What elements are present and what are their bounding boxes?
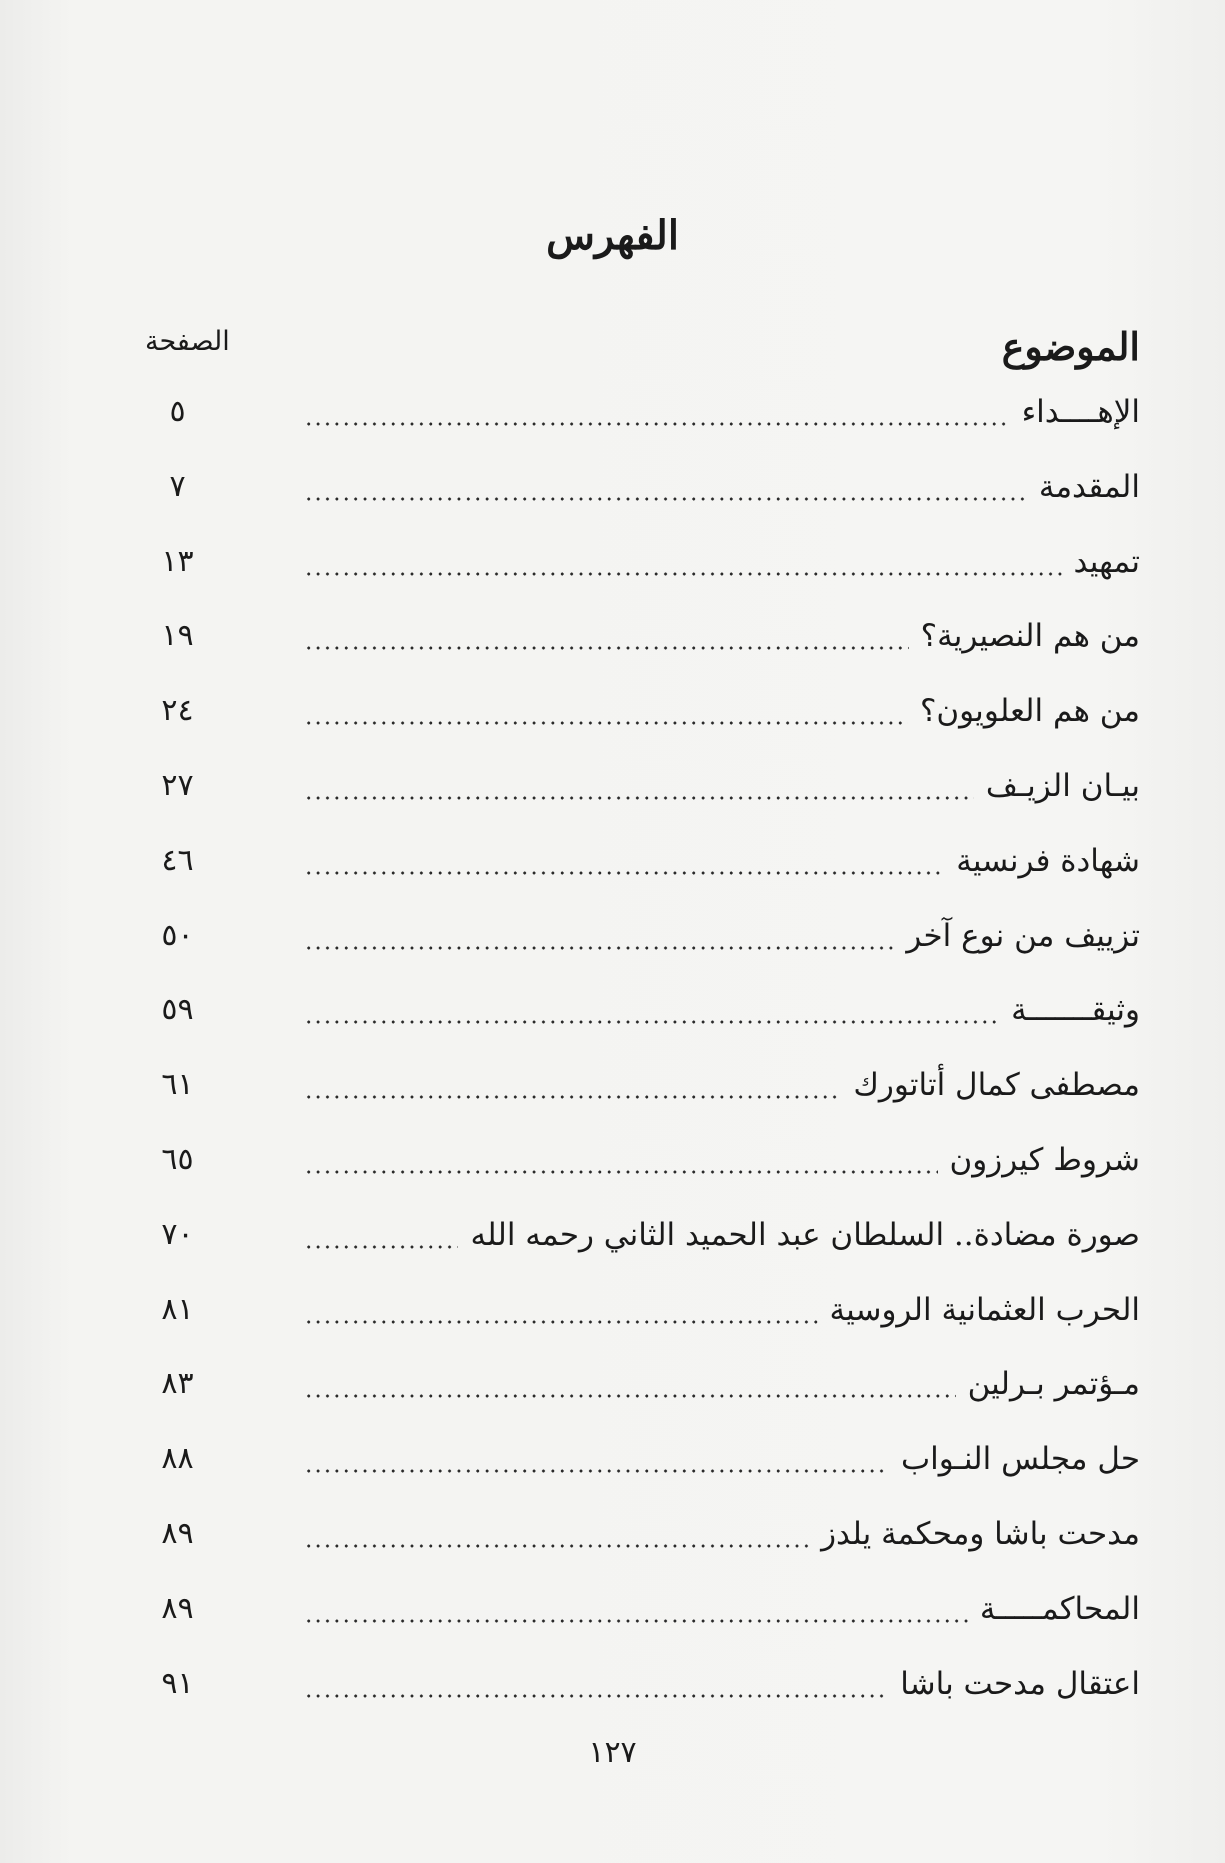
- toc-topic: بيـان الزيـف: [985, 767, 1140, 804]
- toc-row: [140, 463, 1140, 538]
- toc-row: [140, 837, 1140, 912]
- leader-dots: [304, 1245, 458, 1249]
- toc-row: [140, 1585, 1140, 1660]
- toc-page-number: ٧٠: [161, 1216, 194, 1252]
- toc-page-number: ٨٩: [161, 1515, 194, 1551]
- toc-topic: الحرب العثمانية الروسية: [829, 1291, 1140, 1328]
- toc-page-number: ٨٨: [161, 1441, 194, 1477]
- leader-dots: [304, 1619, 968, 1623]
- page-column-header: الصفحة: [145, 326, 230, 357]
- toc-page-number: ٤٦: [161, 842, 194, 878]
- leader-dots: [304, 1095, 841, 1099]
- toc-row: [140, 1136, 1140, 1211]
- leader-dots: [304, 1170, 938, 1174]
- toc-topic: مدحت باشا ومحكمة يلدز: [821, 1515, 1140, 1552]
- toc-row: [140, 538, 1140, 613]
- toc-topic: صورة مضادة.. السلطان عبد الحميد الثاني رحمه الله: [470, 1216, 1140, 1253]
- toc-page-number: ٨٣: [161, 1366, 194, 1402]
- page-title: الفهرس: [546, 212, 679, 259]
- leader-dots: [304, 871, 944, 875]
- toc-page-number: ١٩: [161, 618, 194, 654]
- toc-page-number: ٥: [169, 394, 186, 429]
- leader-dots: [304, 497, 1027, 501]
- leader-dots: [304, 646, 909, 650]
- leader-dots: [304, 796, 974, 800]
- toc-topic: المحاكمـــــة: [979, 1590, 1140, 1627]
- toc-page-number: ٨١: [161, 1291, 194, 1327]
- toc-topic: تزييف من نوع آخر: [906, 917, 1140, 954]
- toc-topic: الإهــــداء: [1021, 394, 1140, 430]
- page-number: ١٢٧: [588, 1735, 637, 1770]
- leader-dots: [304, 422, 1010, 426]
- toc-topic: شهادة فرنسية: [956, 842, 1140, 879]
- toc-page-number: ٢٤: [161, 693, 194, 729]
- toc-row: [140, 687, 1140, 762]
- toc-row: [140, 986, 1140, 1061]
- leader-dots: [304, 1469, 889, 1473]
- leader-dots: [304, 572, 1062, 576]
- toc-topic: حل مجلس النـواب: [900, 1441, 1140, 1478]
- toc-page-number: ١٣: [161, 543, 194, 579]
- toc-topic: من هم العلويون؟: [919, 693, 1140, 730]
- topic-column-header: الموضوع: [1001, 324, 1140, 369]
- toc-page-number: ٥٠: [161, 917, 194, 953]
- leader-dots: [304, 1020, 999, 1024]
- toc-topic: المقدمة: [1038, 468, 1140, 505]
- leader-dots: [304, 1544, 809, 1548]
- toc-row: [140, 1510, 1140, 1585]
- leader-dots: [304, 1320, 818, 1324]
- toc-row: [140, 1286, 1140, 1361]
- leader-dots: [304, 1694, 888, 1698]
- leader-dots: [304, 1394, 956, 1398]
- toc-page-number: ٩١: [161, 1665, 194, 1701]
- toc-row: [140, 912, 1140, 987]
- toc-topic: وثيقـــــــة: [1011, 992, 1140, 1029]
- toc-topic: مصطفى كمال أتاتورك: [853, 1067, 1140, 1104]
- toc-row: [140, 1061, 1140, 1136]
- toc-row: [140, 1360, 1140, 1435]
- toc-row: [140, 388, 1140, 463]
- toc-row: [140, 612, 1140, 687]
- toc-row: [140, 1660, 1140, 1735]
- toc-page-number: ٦١: [161, 1067, 194, 1103]
- leader-dots: [304, 721, 908, 725]
- table-of-contents: [140, 388, 1140, 1734]
- leader-dots: [304, 946, 894, 950]
- toc-page-number: ٧: [169, 468, 186, 504]
- toc-topic: مـؤتمر بـرلين: [967, 1366, 1140, 1403]
- toc-topic: شروط كيرزون: [949, 1141, 1140, 1178]
- toc-page-number: ٢٧: [161, 767, 194, 803]
- toc-topic: من هم النصيرية؟: [920, 618, 1140, 655]
- toc-page-number: ٥٩: [161, 992, 194, 1028]
- toc-page-number: ٨٩: [161, 1590, 194, 1626]
- toc-row: [140, 762, 1140, 837]
- toc-topic: اعتقال مدحت باشا: [900, 1665, 1140, 1702]
- toc-row: [140, 1435, 1140, 1510]
- toc-page-number: ٦٥: [161, 1141, 194, 1177]
- toc-topic: تمهيد: [1073, 543, 1140, 580]
- toc-row: [140, 1211, 1140, 1286]
